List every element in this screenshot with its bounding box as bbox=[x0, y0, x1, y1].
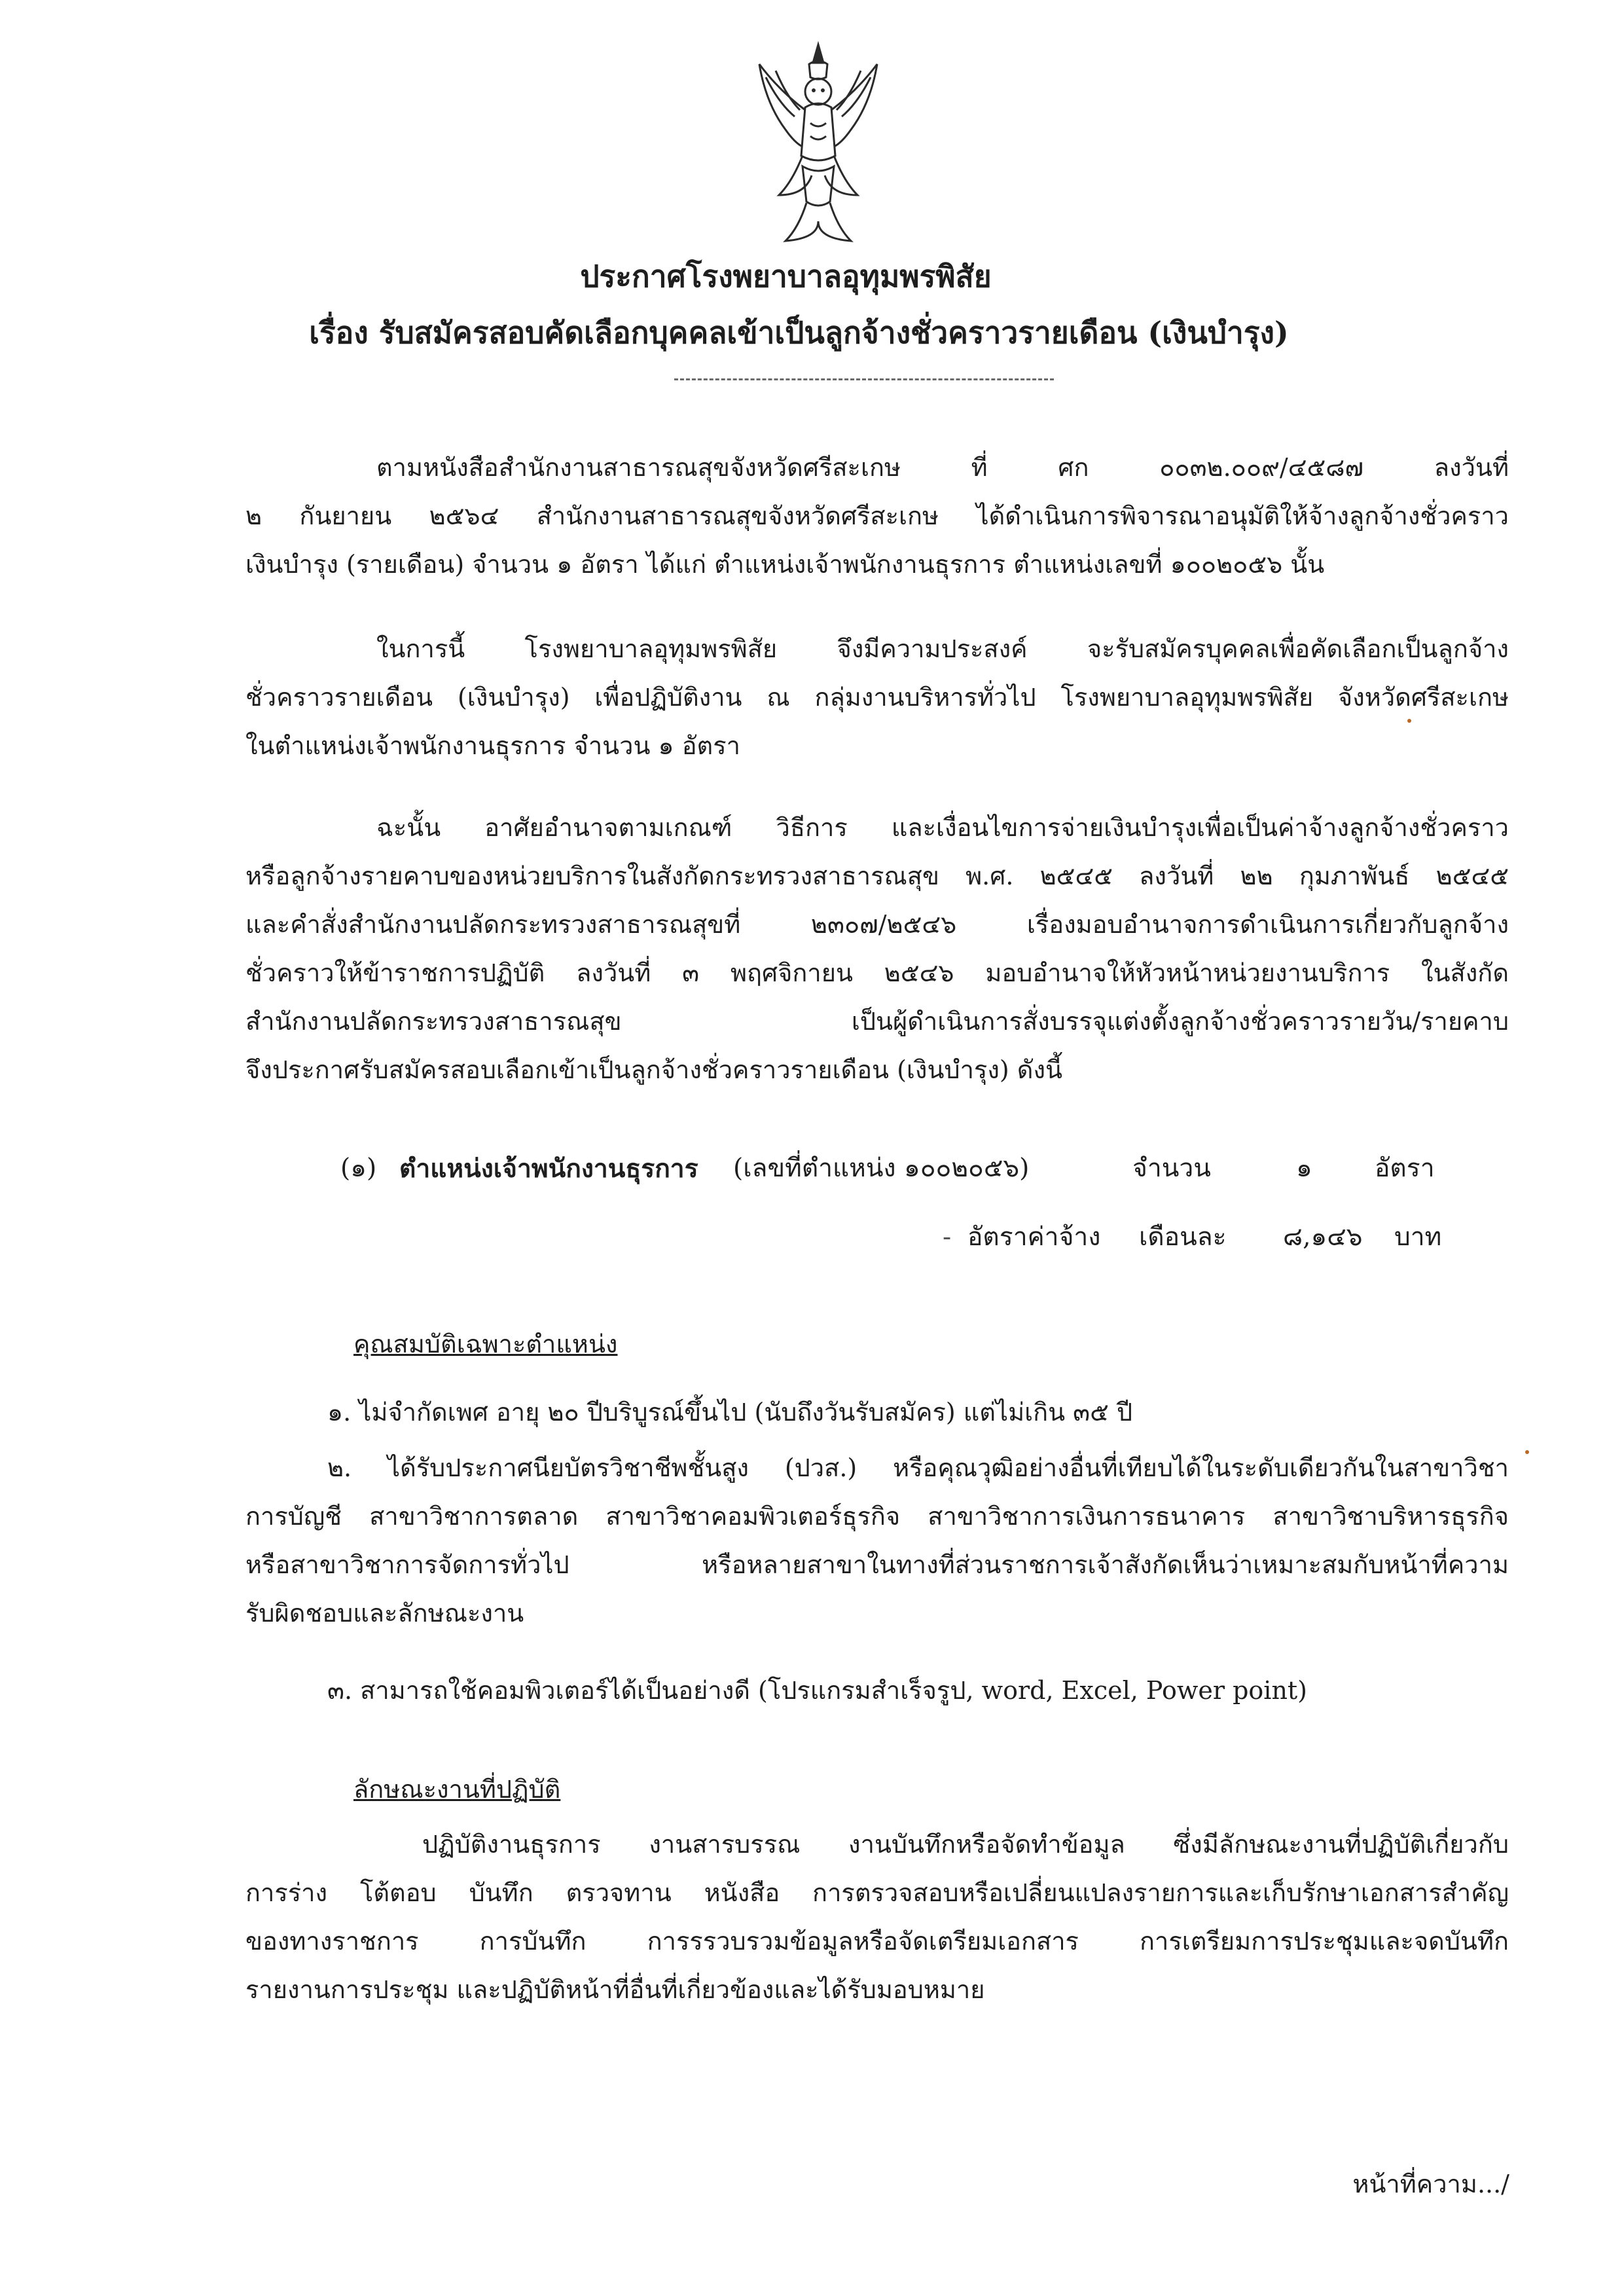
paragraph-line: ในตำแหน่งเจ้าพนักงานธุรการ จำนวน ๑ อัตรา bbox=[245, 731, 740, 760]
paragraph-line: เงินบำรุง (รายเดือน) จำนวน ๑ อัตรา ได้แก่ ตำแหน่งเจ้าพนักงานธุรการ ตำแหน่งเลขที่ ๑๐๐๒๐๕๖ นั้น bbox=[245, 550, 1325, 579]
position-count-label: จำนวน bbox=[1132, 1154, 1211, 1183]
speck-mark bbox=[1407, 719, 1411, 723]
paragraph-line: ฉะนั้น อาศัยอำนาจตามเกณฑ์ วิธีการ และเงื่อนไขการจ่ายเงินบำรุงเพื่อเป็นค่าจ้างลูกจ้างชั่วคราว bbox=[376, 813, 1509, 842]
paragraph-duties bbox=[245, 1820, 1509, 2014]
paragraph-line: ตามหนังสือสำนักงานสาธารณสุขจังหวัดศรีสะเกษ ที่ ศก ๐๐๓๒.๐๐๙/๔๕๘๗ ลงวันที่ bbox=[376, 453, 1509, 482]
paragraph-intent bbox=[245, 625, 1509, 770]
position-number: (๑) bbox=[340, 1154, 377, 1183]
wage-bullet: - bbox=[943, 1222, 952, 1252]
paragraph-line: จึงประกาศรับสมัครสอบเลือกเข้าเป็นลูกจ้างชั่วคราวรายเดือน (เงินบำรุง) ดังนี้ bbox=[245, 1055, 1062, 1084]
paragraph-line: รับผิดชอบและลักษณะงาน bbox=[245, 1599, 524, 1628]
qualifications-heading: คุณสมบัติเฉพาะตำแหน่ง bbox=[353, 1330, 618, 1358]
speck-mark bbox=[1525, 1450, 1529, 1454]
paragraph-line: ปฏิบัติงานธุรการ งานสารบรรณ งานบันทึกหรือจัดทำข้อมูล ซึ่งมีลักษณะงานที่ปฏิบัติเกี่ยวกับ bbox=[422, 1830, 1509, 1859]
paragraph-line: สำนักงานปลัดกระทรวงสาธารณสุข เป็นผู้ดำเนินการสั่งบรรจุแต่งตั้งลูกจ้างชั่วคราวรายวัน/รายคาบ bbox=[245, 1007, 1509, 1036]
announcement-subject: เรื่อง รับสมัครสอบคัดเลือกบุคคลเข้าเป็นลูกจ้างชั่วคราวรายเดือน (เงินบำรุง) bbox=[309, 315, 1289, 350]
qualification-item: ๓. สามารถใช้คอมพิวเตอร์ได้เป็นอย่างดี (โปรแกรมสำเร็จรูป, word, Excel, Power point) bbox=[327, 1676, 1308, 1705]
paragraph-authority bbox=[245, 803, 1509, 1094]
qualification-item: ๑. ไม่จำกัดเพศ อายุ ๒๐ ปีบริบูรณ์ขึ้นไป (นับถึงวันรับสมัคร) แต่ไม่เกิน ๓๕ ปี bbox=[327, 1398, 1133, 1427]
wage-period: เดือนละ bbox=[1139, 1222, 1227, 1252]
paragraph-line: ชั่วคราวให้ข้าราชการปฏิบัติ ลงวันที่ ๓ พฤศจิกายน ๒๕๔๖ มอบอำนาจให้หัวหน้าหน่วยงานบริการ ในสังกัด bbox=[245, 958, 1509, 987]
paragraph-reference bbox=[245, 443, 1509, 589]
title-divider bbox=[674, 378, 1054, 380]
paragraph-line: และคำสั่งสำนักงานปลัดกระทรวงสาธารณสุขที่ ๒๓๐๗/๒๕๔๖ เรื่องมอบอำนาจการดำเนินการเกี่ยวกับลูกจ้าง bbox=[245, 910, 1509, 939]
wage-amount: ๘,๑๔๖ bbox=[1283, 1222, 1363, 1252]
duties-heading: ลักษณะงานที่ปฏิบัติ bbox=[353, 1775, 561, 1804]
paragraph-line: หรือลูกจ้างรายคาบของหน่วยบริการในสังกัดกระทรวงสาธารณสุข พ.ศ. ๒๕๔๕ ลงวันที่ ๒๒ กุมภาพันธ์ ๒๕๔๕ bbox=[245, 862, 1509, 890]
position-code: (เลขที่ตำแหน่ง ๑๐๐๒๐๕๖) bbox=[733, 1154, 1030, 1183]
paragraph-line: หรือสาขาวิชาการจัดการทั่วไป หรือหลายสาขาในทางที่ส่วนราชการเจ้าสังกัดเห็นว่าเหมาะสมกับหน้าที่ความ bbox=[245, 1550, 1509, 1579]
paragraph-line: การร่าง โต้ตอบ บันทึก ตรวจทาน หนังสือ การตรวจสอบหรือเปลี่ยนแปลงรายการและเก็บรักษาเอกสารสำคัญ bbox=[245, 1878, 1509, 1907]
paragraph-line: ในการนี้ โรงพยาบาลอุทุมพรพิสัย จึงมีความประสงค์ จะรับสมัครบุคคลเพื่อคัดเลือกเป็นลูกจ้าง bbox=[376, 634, 1509, 663]
position-count-value: ๑ bbox=[1296, 1154, 1312, 1183]
qualification-item-education bbox=[245, 1444, 1509, 1637]
continuation-note: หน้าที่ความ.../ bbox=[1352, 2170, 1509, 2198]
paragraph-line: ชั่วคราวรายเดือน (เงินบำรุง) เพื่อปฏิบัติงาน ณ กลุ่มงานบริหารทั่วไป โรงพยาบาลอุทุมพรพิสัย จังหวัดศรีสะเกษ bbox=[245, 683, 1509, 712]
paragraph-line: ๒ กันยายน ๒๕๖๔ สำนักงานสาธารณสุขจังหวัดศรีสะเกษ ได้ดำเนินการพิจารณาอนุมัติให้จ้างลูกจ้างชั่วคราว bbox=[245, 501, 1509, 530]
wage-unit: บาท bbox=[1394, 1222, 1442, 1252]
wage-label: อัตราค่าจ้าง bbox=[967, 1222, 1101, 1252]
paragraph-line: ๒. ได้รับประกาศนียบัตรวิชาชีพชั้นสูง (ปวส.) หรือคุณวุฒิอย่างอื่นที่เทียบได้ในระดับเดียวกันในสาขาวิชา bbox=[327, 1453, 1509, 1482]
paragraph-line: การบัญชี สาขาวิชาการตลาด สาขาวิชาคอมพิวเตอร์ธุรกิจ สาขาวิชาการเงินการธนาคาร สาขาวิชาบริหารธุรกิจ bbox=[245, 1502, 1509, 1531]
garuda-emblem-icon bbox=[740, 31, 897, 254]
paragraph-line: รายงานการประชุม และปฏิบัติหน้าที่อื่นที่เกี่ยวข้องและได้รับมอบหมาย bbox=[245, 1975, 985, 2004]
announcement-title: ประกาศโรงพยาบาลอุทุมพรพิสัย bbox=[580, 259, 992, 294]
position-count-unit: อัตรา bbox=[1375, 1154, 1435, 1183]
paragraph-line: ของทางราชการ การบันทึก การรรวบรวมข้อมูลหรือจัดเตรียมเอกสาร การเตรียมการประชุมและจดบันทึก bbox=[245, 1927, 1509, 1956]
position-title: ตำแหน่งเจ้าพนักงานธุรการ bbox=[399, 1154, 698, 1184]
